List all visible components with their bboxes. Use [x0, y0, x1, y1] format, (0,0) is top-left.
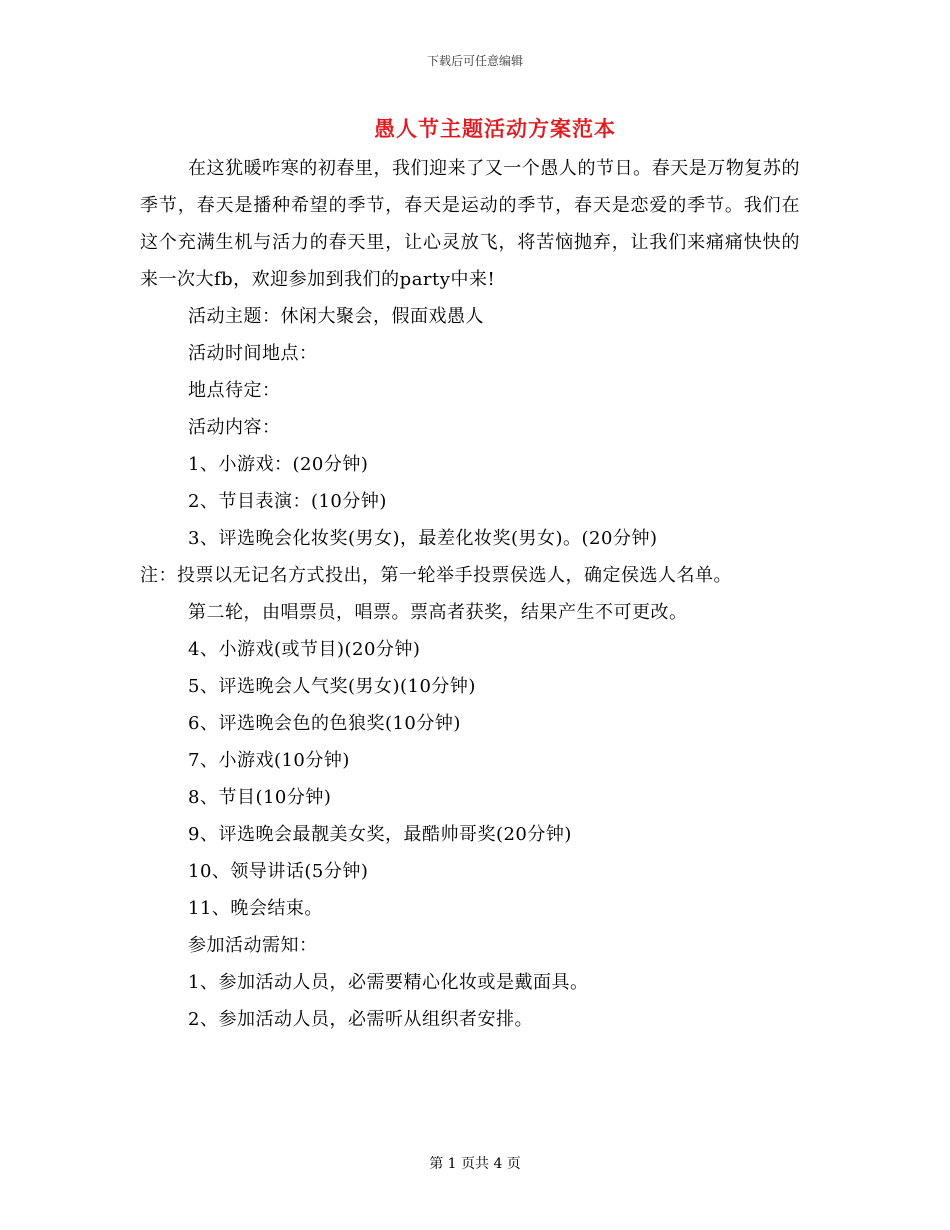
list-item: 9、评选晚会最靓美女奖，最酷帅哥奖(20分钟) [188, 824, 572, 845]
list-item: 8、节目(10分钟) [188, 787, 332, 808]
list-item: 7、小游戏(10分钟) [188, 750, 350, 771]
notice-item: 2、参加活动人员，必需听从组织者安排。 [188, 1009, 533, 1030]
header-note: 下载后可任意编辑 [426, 54, 523, 68]
list-item: 4、小游戏(或节目)(20分钟) [188, 639, 421, 660]
list-item: 3、评选晚会化妆奖(男女)，最差化妆奖(男女)。(20分钟) [188, 528, 658, 549]
page-number: 第 1 页共 4 页 [429, 1156, 521, 1172]
activity-time-place: 活动时间地点： [188, 343, 318, 364]
second-round-note: 第二轮，由唱票员，唱票。票高者获奖，结果产生不可更改。 [188, 602, 688, 623]
activity-theme: 活动主题：休闲大聚会，假面戏愚人 [188, 306, 484, 327]
notice-item: 1、参加活动人员，必需要精心化妆或是戴面具。 [188, 972, 589, 993]
notice-heading: 参加活动需知： [188, 935, 318, 956]
document-body [140, 150, 800, 1038]
list-item: 2、节目表演：(10分钟) [188, 491, 387, 512]
list-item: 1、小游戏：(20分钟) [188, 454, 369, 475]
intro-paragraph: 在这犹暖咋寒的初春里，我们迎来了又一个愚人的节日。春天是万物复苏的季节，春天是播种希望的季节，春天是运动的季节，春天是恋爱的季节。我们在这个充满生机与活力的春天里，让心灵放飞，将苦恼抛弃，让我们来痛痛快快的来一次大fb，欢迎参加到我们的party中来! [140, 158, 800, 290]
list-item: 5、评选晚会人气奖(男女)(10分钟) [188, 676, 476, 697]
document-title: 愚人节主题活动方案范本 [374, 116, 616, 141]
location-pending: 地点待定： [188, 380, 281, 401]
list-item: 6、评选晚会色的色狼奖(10分钟) [188, 713, 461, 734]
voting-note: 注：投票以无记名方式投出，第一轮举手投票侯选人，确定侯选人名单。 [140, 565, 732, 586]
list-item: 10、领导讲话(5分钟) [188, 861, 369, 882]
activity-content-heading: 活动内容： [188, 417, 281, 438]
list-item: 11、晚会结束。 [188, 898, 323, 919]
